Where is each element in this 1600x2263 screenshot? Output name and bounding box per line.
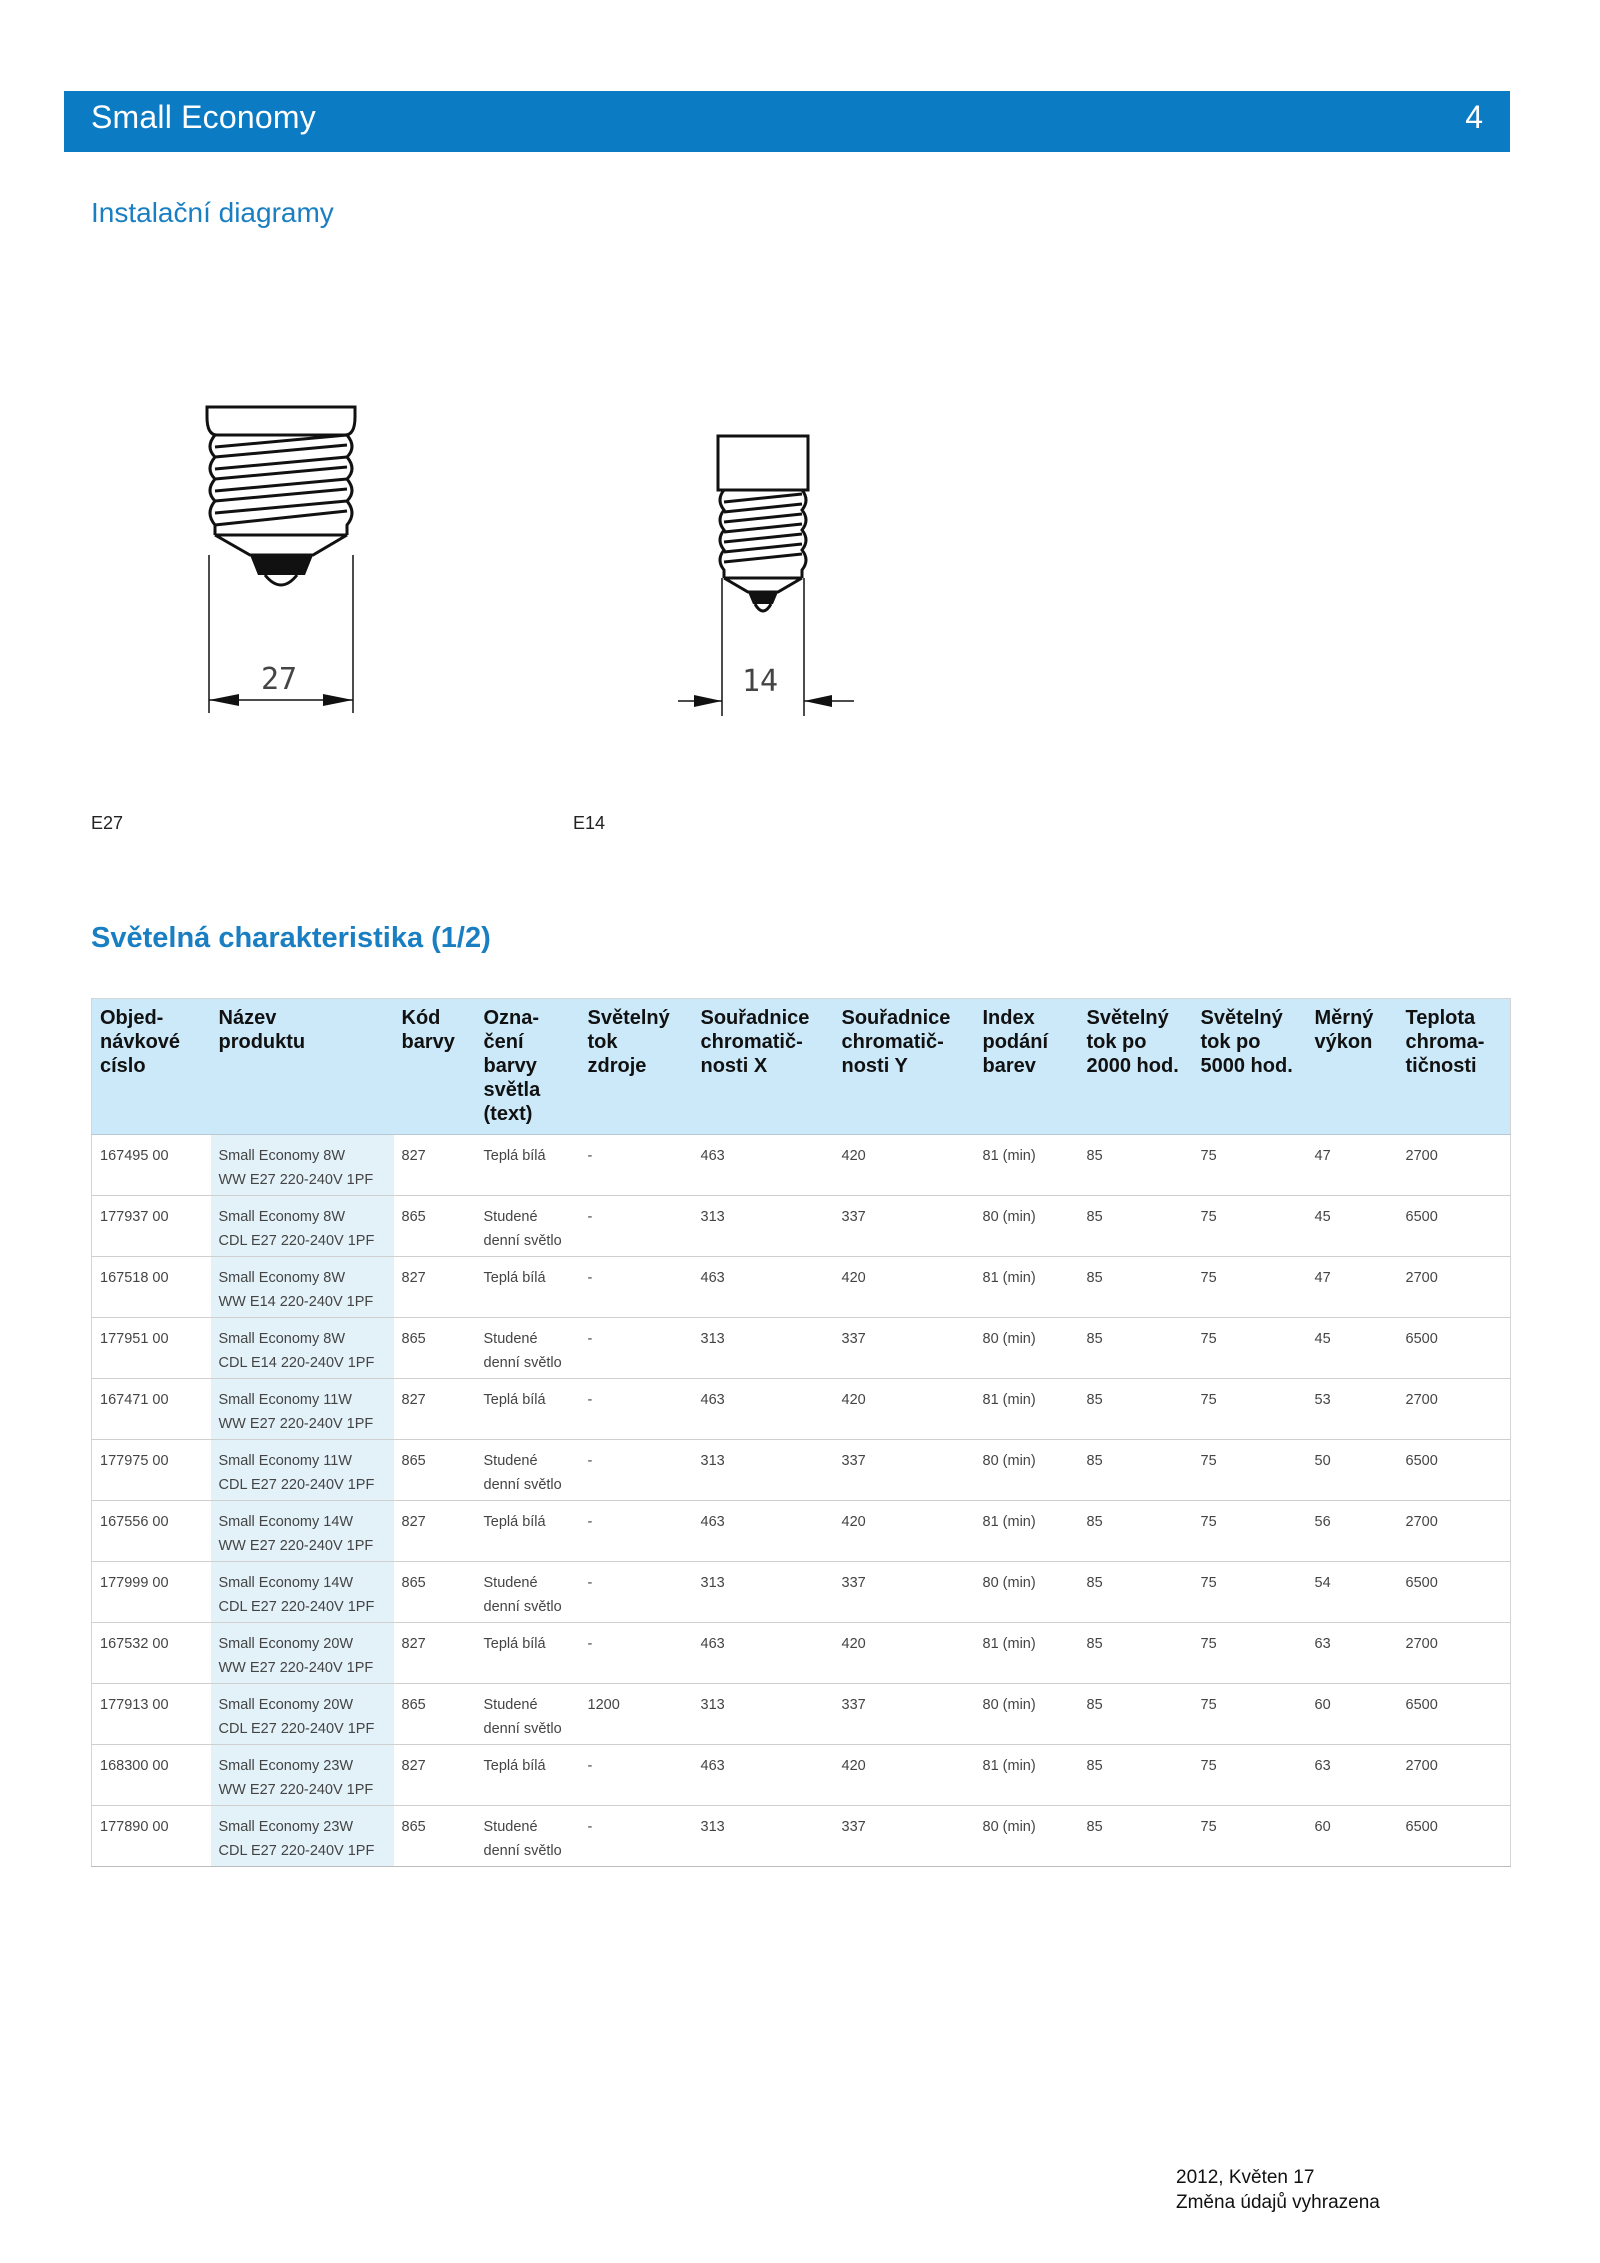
- table-cell: 75: [1193, 1623, 1307, 1684]
- table-cell: 337: [834, 1440, 975, 1501]
- table-cell: -: [580, 1806, 693, 1867]
- table-cell: 865: [394, 1196, 476, 1257]
- table-cell: 75: [1193, 1379, 1307, 1440]
- table-cell: 85: [1079, 1684, 1193, 1745]
- install-diagrams-heading: Instalační diagramy: [91, 197, 334, 228]
- table-cell: 167495 00: [92, 1135, 211, 1196]
- table-cell: 313: [693, 1806, 834, 1867]
- column-header: Objed- návkové císlo: [92, 999, 211, 1135]
- e27-dimension-label: 27: [261, 662, 298, 697]
- page-title: Small Economy: [91, 99, 316, 135]
- table-cell: 45: [1307, 1318, 1398, 1379]
- table-cell: 420: [834, 1257, 975, 1318]
- table-cell: 167556 00: [92, 1501, 211, 1562]
- table-cell: 60: [1307, 1806, 1398, 1867]
- table-cell: Studené denní světlo: [476, 1806, 580, 1867]
- table-cell: 177999 00: [92, 1562, 211, 1623]
- table-cell: 177890 00: [92, 1806, 211, 1867]
- table-row: [92, 1379, 1511, 1440]
- table-cell: Small Economy 20W CDL E27 220-240V 1PF: [211, 1684, 394, 1745]
- table-cell: Small Economy 20W WW E27 220-240V 1PF: [211, 1623, 394, 1684]
- footer-date: 2012, Květen 17: [1176, 2167, 1315, 2188]
- table-cell: 85: [1079, 1257, 1193, 1318]
- column-header: Teplota chroma- tičnosti: [1398, 999, 1511, 1135]
- table-cell: 177951 00: [92, 1318, 211, 1379]
- column-header: Název produktu: [211, 999, 394, 1135]
- table-cell: 167532 00: [92, 1623, 211, 1684]
- table-cell: 53: [1307, 1379, 1398, 1440]
- table-cell: 75: [1193, 1318, 1307, 1379]
- table-cell: Small Economy 11W CDL E27 220-240V 1PF: [211, 1440, 394, 1501]
- table-cell: 827: [394, 1379, 476, 1440]
- table-cell: 54: [1307, 1562, 1398, 1623]
- table-row: [92, 1562, 1511, 1623]
- table-cell: -: [580, 1562, 693, 1623]
- table-cell: -: [580, 1135, 693, 1196]
- table-cell: -: [580, 1196, 693, 1257]
- table-cell: Small Economy 23W WW E27 220-240V 1PF: [211, 1745, 394, 1806]
- table-cell: 81 (min): [975, 1623, 1079, 1684]
- table-cell: 463: [693, 1745, 834, 1806]
- table-cell: 2700: [1398, 1623, 1511, 1684]
- table-cell: 75: [1193, 1135, 1307, 1196]
- column-header: Světelný tok po 5000 hod.: [1193, 999, 1307, 1135]
- table-row: [92, 1745, 1511, 1806]
- table-cell: 2700: [1398, 1135, 1511, 1196]
- column-header: Ozna- čení barvy světla (text): [476, 999, 580, 1135]
- table-cell: Small Economy 11W WW E27 220-240V 1PF: [211, 1379, 394, 1440]
- table-cell: Small Economy 8W WW E14 220-240V 1PF: [211, 1257, 394, 1318]
- table-cell: 81 (min): [975, 1379, 1079, 1440]
- table-row: [92, 1806, 1511, 1867]
- table-cell: 63: [1307, 1623, 1398, 1684]
- table-cell: Studené denní světlo: [476, 1196, 580, 1257]
- table-cell: 865: [394, 1684, 476, 1745]
- table-cell: 75: [1193, 1196, 1307, 1257]
- table-cell: 420: [834, 1623, 975, 1684]
- footer: [1176, 2165, 1380, 2215]
- table-cell: 85: [1079, 1806, 1193, 1867]
- table-cell: 75: [1193, 1745, 1307, 1806]
- table-cell: -: [580, 1745, 693, 1806]
- table-cell: -: [580, 1379, 693, 1440]
- column-header: Světelný tok zdroje: [580, 999, 693, 1135]
- column-header: Měrný výkon: [1307, 999, 1398, 1135]
- table-cell: 85: [1079, 1745, 1193, 1806]
- table-cell: 2700: [1398, 1379, 1511, 1440]
- table-cell: 463: [693, 1257, 834, 1318]
- table-row: [92, 1623, 1511, 1684]
- table-cell: Teplá bílá: [476, 1501, 580, 1562]
- table-row: [92, 1318, 1511, 1379]
- table-row: [92, 1684, 1511, 1745]
- table-cell: 420: [834, 1501, 975, 1562]
- table-cell: 6500: [1398, 1318, 1511, 1379]
- table-cell: 85: [1079, 1318, 1193, 1379]
- table-cell: Studené denní světlo: [476, 1562, 580, 1623]
- table-cell: Studené denní světlo: [476, 1440, 580, 1501]
- e14-base-diagram: [676, 428, 856, 718]
- table-cell: 337: [834, 1684, 975, 1745]
- table-cell: Small Economy 14W CDL E27 220-240V 1PF: [211, 1562, 394, 1623]
- table-cell: 865: [394, 1440, 476, 1501]
- e14-label: E14: [573, 813, 606, 833]
- table-cell: 81 (min): [975, 1501, 1079, 1562]
- table-cell: 50: [1307, 1440, 1398, 1501]
- table-cell: 85: [1079, 1501, 1193, 1562]
- table-header-row: [92, 999, 1511, 1135]
- table-cell: 6500: [1398, 1562, 1511, 1623]
- table-cell: 47: [1307, 1257, 1398, 1318]
- table-cell: 420: [834, 1745, 975, 1806]
- table-cell: 75: [1193, 1257, 1307, 1318]
- table-cell: 463: [693, 1135, 834, 1196]
- table-cell: 80 (min): [975, 1318, 1079, 1379]
- table-cell: 865: [394, 1318, 476, 1379]
- table-cell: 865: [394, 1562, 476, 1623]
- table-cell: Studené denní světlo: [476, 1684, 580, 1745]
- table-cell: 337: [834, 1562, 975, 1623]
- table-cell: 6500: [1398, 1196, 1511, 1257]
- table-cell: 85: [1079, 1379, 1193, 1440]
- table-cell: 75: [1193, 1562, 1307, 1623]
- column-header: Kód barvy: [394, 999, 476, 1135]
- table-cell: 80 (min): [975, 1806, 1079, 1867]
- table-cell: 313: [693, 1318, 834, 1379]
- table-cell: 313: [693, 1440, 834, 1501]
- table-cell: 81 (min): [975, 1135, 1079, 1196]
- table-cell: 85: [1079, 1623, 1193, 1684]
- table-cell: 337: [834, 1806, 975, 1867]
- table-cell: 337: [834, 1318, 975, 1379]
- table-cell: -: [580, 1318, 693, 1379]
- table-cell: 85: [1079, 1440, 1193, 1501]
- e14-dimension-label: 14: [742, 664, 779, 699]
- table-cell: 2700: [1398, 1501, 1511, 1562]
- table-cell: 827: [394, 1257, 476, 1318]
- table-cell: 75: [1193, 1440, 1307, 1501]
- table-cell: Teplá bílá: [476, 1379, 580, 1440]
- table-cell: 2700: [1398, 1745, 1511, 1806]
- table-cell: 63: [1307, 1745, 1398, 1806]
- table-cell: 420: [834, 1135, 975, 1196]
- table-cell: 6500: [1398, 1684, 1511, 1745]
- table-cell: 47: [1307, 1135, 1398, 1196]
- table-cell: 827: [394, 1501, 476, 1562]
- table-row: [92, 1196, 1511, 1257]
- table-row: [92, 1440, 1511, 1501]
- table-cell: 75: [1193, 1501, 1307, 1562]
- table-cell: Small Economy 23W CDL E27 220-240V 1PF: [211, 1806, 394, 1867]
- table-cell: 827: [394, 1745, 476, 1806]
- table-cell: 167518 00: [92, 1257, 211, 1318]
- table-cell: 6500: [1398, 1440, 1511, 1501]
- table-cell: 1200: [580, 1684, 693, 1745]
- table-row: [92, 1501, 1511, 1562]
- column-header: Souřadnice chromatič- nosti Y: [834, 999, 975, 1135]
- table-cell: 337: [834, 1196, 975, 1257]
- table-cell: 865: [394, 1806, 476, 1867]
- page-number: 4: [1465, 99, 1483, 135]
- table-cell: 177937 00: [92, 1196, 211, 1257]
- table-cell: -: [580, 1257, 693, 1318]
- table-row: [92, 1135, 1511, 1196]
- table-cell: 827: [394, 1623, 476, 1684]
- table-cell: 168300 00: [92, 1745, 211, 1806]
- table-cell: 45: [1307, 1196, 1398, 1257]
- column-header: Světelný tok po 2000 hod.: [1079, 999, 1193, 1135]
- table-cell: -: [580, 1440, 693, 1501]
- table-cell: 463: [693, 1623, 834, 1684]
- e27-base-diagram: [195, 395, 375, 715]
- table-cell: Teplá bílá: [476, 1135, 580, 1196]
- table-cell: Small Economy 14W WW E27 220-240V 1PF: [211, 1501, 394, 1562]
- table-cell: 75: [1193, 1806, 1307, 1867]
- table-cell: 80 (min): [975, 1196, 1079, 1257]
- table-cell: 313: [693, 1562, 834, 1623]
- light-characteristics-heading: Světelná charakteristika (1/2): [91, 922, 491, 954]
- table-cell: 81 (min): [975, 1257, 1079, 1318]
- table-cell: 2700: [1398, 1257, 1511, 1318]
- column-header: Index podání barev: [975, 999, 1079, 1135]
- table-cell: Studené denní světlo: [476, 1318, 580, 1379]
- table-cell: 85: [1079, 1562, 1193, 1623]
- footer-note: Změna údajů vyhrazena: [1176, 2192, 1380, 2213]
- table-cell: 80 (min): [975, 1684, 1079, 1745]
- table-cell: Teplá bílá: [476, 1623, 580, 1684]
- table-cell: 80 (min): [975, 1440, 1079, 1501]
- table-cell: 177913 00: [92, 1684, 211, 1745]
- table-cell: 85: [1079, 1196, 1193, 1257]
- table-cell: 167471 00: [92, 1379, 211, 1440]
- table-cell: -: [580, 1501, 693, 1562]
- table-cell: Small Economy 8W CDL E14 220-240V 1PF: [211, 1318, 394, 1379]
- table-cell: 80 (min): [975, 1562, 1079, 1623]
- table-cell: 827: [394, 1135, 476, 1196]
- table-cell: Small Economy 8W WW E27 220-240V 1PF: [211, 1135, 394, 1196]
- table-cell: 85: [1079, 1135, 1193, 1196]
- table-cell: 463: [693, 1501, 834, 1562]
- table-cell: 313: [693, 1684, 834, 1745]
- table-cell: 463: [693, 1379, 834, 1440]
- table-row: [92, 1257, 1511, 1318]
- table-cell: 60: [1307, 1684, 1398, 1745]
- e27-label: E27: [91, 813, 124, 833]
- column-header: Souřadnice chromatič- nosti X: [693, 999, 834, 1135]
- light-characteristics-table: [91, 998, 1511, 1867]
- table-cell: 177975 00: [92, 1440, 211, 1501]
- table-cell: -: [580, 1623, 693, 1684]
- table-cell: 75: [1193, 1684, 1307, 1745]
- table-cell: Small Economy 8W CDL E27 220-240V 1PF: [211, 1196, 394, 1257]
- table-cell: 56: [1307, 1501, 1398, 1562]
- table-cell: 313: [693, 1196, 834, 1257]
- table-cell: Teplá bílá: [476, 1745, 580, 1806]
- table-cell: 81 (min): [975, 1745, 1079, 1806]
- table-cell: Teplá bílá: [476, 1257, 580, 1318]
- table-cell: 420: [834, 1379, 975, 1440]
- header-bar: [64, 91, 1510, 152]
- table-cell: 6500: [1398, 1806, 1511, 1867]
